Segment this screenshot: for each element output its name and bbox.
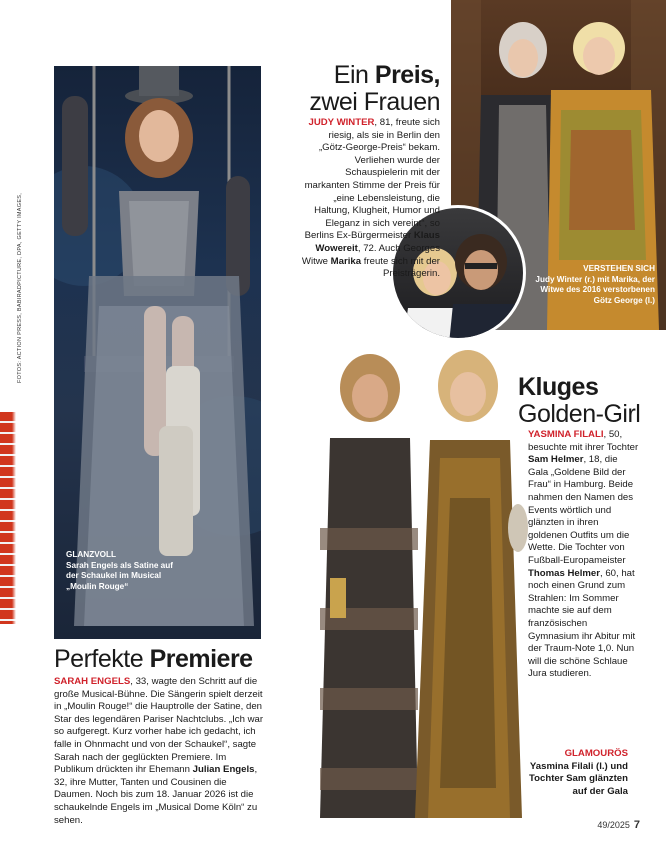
headline-bold: Kluges: [518, 373, 599, 401]
headline-light: zwei Frauen: [309, 88, 440, 116]
caption-text: Sarah Engels als Satine auf der Schaukel im Musical „Moulin Rouge“: [66, 560, 173, 591]
headline-kluges-golden-girl: [518, 374, 658, 428]
body-part: , 18, die Gala „Goldene Bild der Frau“ in Hamburg. Beide nahmen den Namen des Events wörtlich und glänzten in ihren goldenen Outfits um die Wette. Die Tochter von Fußball-Europameister: [528, 454, 634, 566]
caption-title: VERSTEHEN SICH: [583, 264, 655, 273]
photo-yasmina-sam: [300, 348, 545, 828]
body-part: freute sich mit der Preisträgerin.: [361, 255, 440, 280]
headline-light: Ein: [333, 61, 369, 89]
headline-ein-preis: [300, 62, 440, 116]
caption-text: Yasmina Filali (l.) und Tochter Sam glänzten auf der Gala: [529, 760, 628, 797]
headline-perfekte-premiere: [54, 646, 284, 673]
photo-sarah-engels: [54, 66, 261, 639]
body-part: , 32, ihre Mutter, Tanten und Cousinen die Daumen. Noch bis zum 18. Januar 2026 ist die schaukelnde Engels im „Musical Dome Köln“ zu sehen.: [54, 764, 258, 826]
article-judy-winter: [300, 117, 440, 281]
person-name: Thomas Helmer: [528, 567, 600, 579]
caption-glamouroes: [528, 748, 628, 798]
lead-name: YASMINA FILALI: [528, 429, 604, 440]
body-part: , 50, besuchte mit ihrer Tochter: [528, 429, 639, 453]
headline-light: Perfekte: [54, 645, 144, 673]
body-part: , 81, freute sich riesig, als sie in Berlin den „Götz-George-Preis“ bekam. Verliehen wurde der Schauspielerin mit der markanten Stimme der Preis für „eine Lebensleistung, die Haltung, Klugheit, Humor und Eleganz in sich vereint“, so Berlins Ex-Bürgermeister: [304, 117, 440, 242]
caption-title: GLANZVOLL: [66, 550, 117, 559]
body-part: , 60, hat noch einen Grund zum Strahlen: Im Sommer machte sie auf dem französischen Gymnasium ihr Abitur mit der Traum-Note 1,0. Nun will die schöne Schlaue Jura studieren.: [528, 567, 636, 680]
caption-text: Judy Winter (r.) mit Marika, der Witwe des 2016 verstorbenen Götz George (l.): [535, 274, 655, 305]
body-part: , 72. Auch Georges Witwe: [301, 242, 440, 267]
page-number: 7: [633, 819, 640, 831]
decorative-stripes: [0, 412, 16, 624]
caption-glanzvoll: [66, 550, 186, 592]
lead-name: JUDY WINTER: [308, 117, 375, 128]
headline-bold: Premiere: [149, 645, 253, 673]
caption-title: GLAMOURÖS: [564, 748, 628, 759]
headline-bold: Preis,: [374, 61, 440, 89]
caption-verstehen-sich: [535, 264, 655, 306]
article-sarah-engels: [54, 676, 266, 827]
issue-number: 49/2025: [597, 820, 630, 830]
person-name: Marika: [330, 255, 362, 267]
page-footer: [597, 819, 640, 831]
photo-credit: FOTOS: ACTION PRESS, BABIRADPICTURE, DPA, GETTY IMAGES,: [17, 192, 23, 383]
headline-light: Golden-Girl: [518, 400, 641, 428]
person-name: Klaus Wowereit: [315, 230, 440, 254]
person-name: Sam Helmer: [528, 454, 584, 466]
article-yasmina-filali: [528, 429, 640, 681]
person-name: Julian Engels: [192, 764, 255, 776]
body-part: , 33, wagte den Schritt auf die große Musical-Bühne. Die Sängerin spielt derzeit in „Moulin Rouge!“ die Hauptrolle der Satine, den Star des legendären Pariser Nachtclubs. „Ich war so aufgeregt. Kurz vorher habe ich gedacht, ich falle in Ohnmacht und von der Schaukel“, sagte Sarah nach der geglückten Premiere. Im Publikum drückten ihr Ehemann: [54, 676, 264, 776]
lead-name: SARAH ENGELS: [54, 676, 131, 687]
